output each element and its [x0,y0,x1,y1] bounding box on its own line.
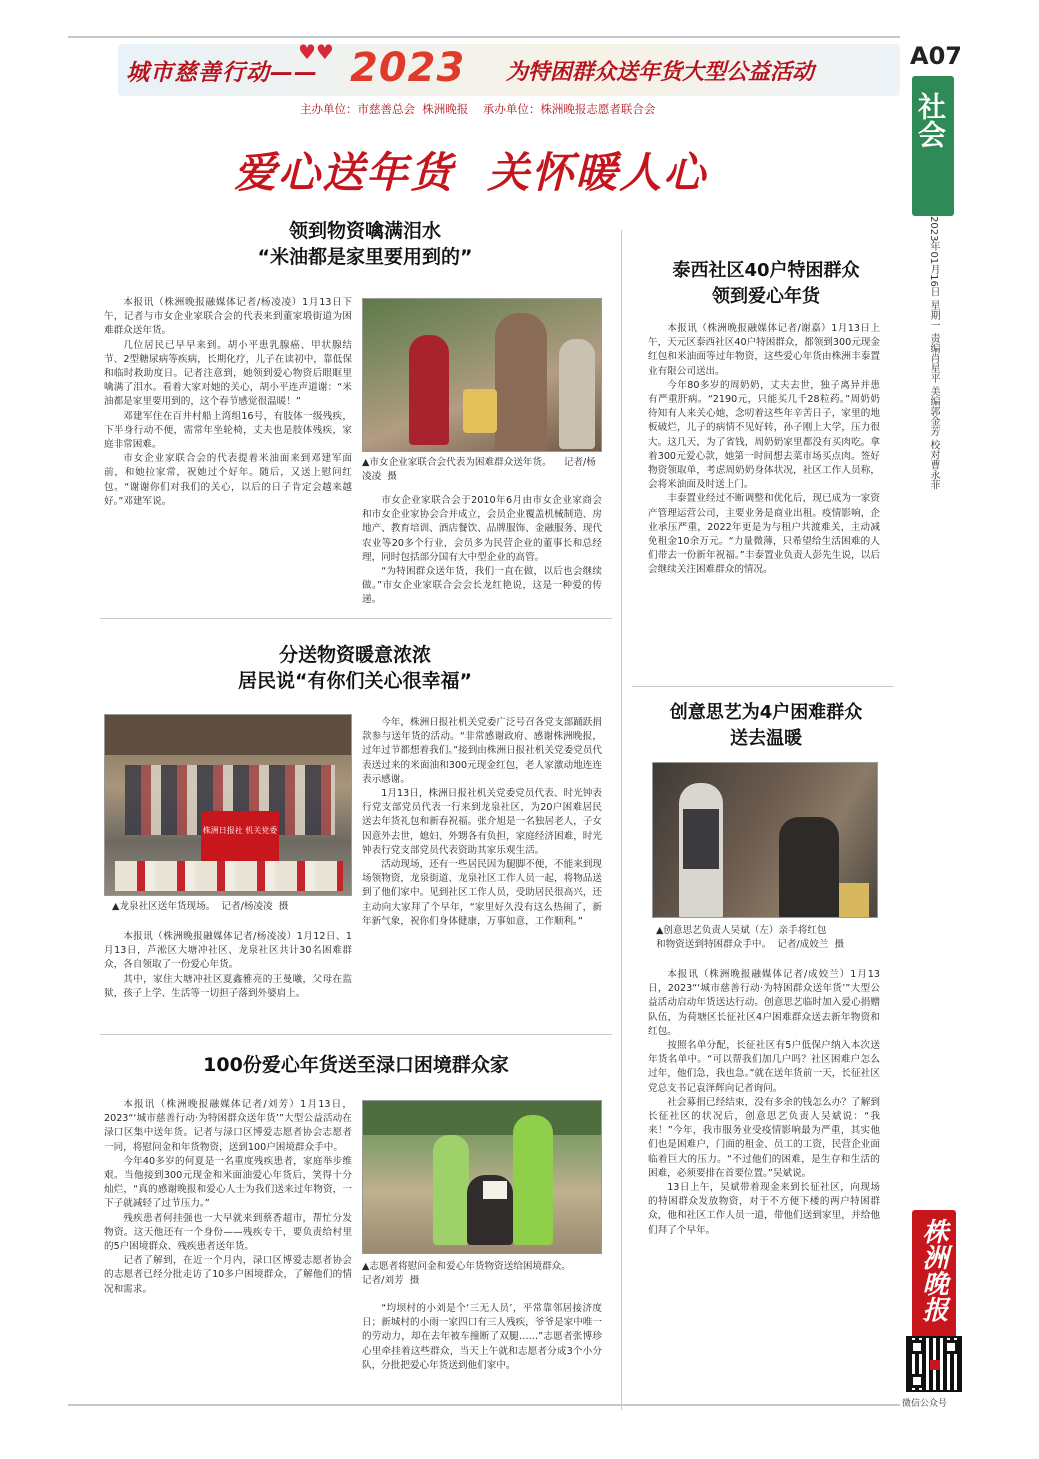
article1-photo-caption: ▲市女企业家联合会代表为困难群众送年货。 记者/杨凌凌 摄 [362,457,596,482]
article2-title-line2: 领到爱心年货 [712,286,820,307]
article3-body-a [104,930,352,1001]
section-rule [100,618,612,619]
section-rule [632,686,894,687]
qr-code-icon [906,1336,962,1392]
article1-paragraph: 邓建军住在百井村船上湾组16号，有肢体一级残疾，下半身行动不便，需常年坐轮椅，丈夫也是肢体残疾，家庭非常困难。 [104,410,352,451]
organizers-line: 主办单位：市慈善总会 株洲晚报 承办单位：株洲晚报志愿者联合会 [300,102,656,116]
qr-caption: 微信公众号 [902,1399,948,1409]
article1-title-line1: 领到物资噙满泪水 [288,220,441,242]
article1-title-line2: “米油都是家里要用到的” [257,246,473,268]
article4-title [632,700,900,752]
newspaper-logo-text: 株洲晚报 [918,1218,948,1322]
section-rule [100,1034,612,1035]
article4-photo-caption [656,924,886,952]
article5-paragraph: 记者了解到，在近一个月内，渌口区博爱志愿者协会的志愿者已经分批走访了10多户困境群众，了解他们的情况和需求。 [104,1255,352,1295]
banner-title-left: 城市慈善行动—— [126,60,318,86]
party-banner-text: 株洲日报社 机关党委 [202,826,278,835]
banner-title-right: 为特困群众送年货大型公益活动 [506,60,815,85]
article4-caption-line1: ▲创意思艺负责人吴斌（左）亲手将红包 [656,925,827,936]
article5-photo-caption: ▲志愿者将慰问金和爱心年货物资送给困境群众。 记者/刘芳 摄 [362,1261,596,1286]
article5-title: 100份爱心年货送至渌口困境群众家 [203,1054,509,1076]
page-number: A07 [910,42,962,70]
article2-paragraph: 今年80多岁的周奶奶，丈夫去世，独子离异并患有严重肝病。“2190元，只能买几千28粒药。”周奶奶待知有人来关心她，念叨着这些年辛苦日子，家里的地板破烂，儿子的病情不见好转，孙子刚上大学，压力很大。这几天，为了省钱，周奶奶家里都没有买肉吃。拿着300元爱心款，她第一时间想去菜市场买点肉。签好物资领取单，考虑周奶奶身体状况，社区工作人员称，会将米油面及时送上门。 [648,379,880,491]
party-banner [201,811,279,865]
article1-paragraph: 市女企业家联合会的代表提着米油面来到邓建军面前，和她拉家常，祝她过个好年。随后，又送上慰问红包。“谢谢你们对我们的关心，以后的日子肯定会越来越好。”邓建军说。 [104,453,352,507]
article1-paragraph: 市女企业家联合会于2010年6月由市女企业家商会和市女企业家协会合并成立，会员企业覆盖机械制造、房地产、教育培训、酒店餐饮、品牌服饰、金融服务、现代农业等20多个行业，会员多为民营企业的董事长和总经理，同时包括部分国有大中型企业的高管。 [362,495,602,563]
heart-icon: ♥♥ [298,40,334,64]
article3-paragraph: 其中，家住大塘冲社区夏鑫雅亮的王曼曦，父母在监狱，孩子上学、生活等一切担子落到外婆肩上。 [104,973,352,999]
article3-photo-caption: ▲龙泉社区送年货现场。 记者/杨凌凌 摄 [112,901,289,912]
article5-photo [362,1100,602,1254]
article1-body-b [362,494,602,608]
article1-photo [362,298,602,452]
article3-body-b [362,716,602,929]
article2-body [648,322,880,578]
article3-paragraph: 1月13日，株洲日报社机关党委党员代表、时光钟表行党支部党员代表一行来到龙泉社区，为20户困难居民送去年货礼包和新春祝福。张介旭是一名独居老人，子女因意外去世，媳妇、外甥各有负担，家庭经济困难，时光钟表行党支部党员代表资助其家乐观生活。 [362,788,602,856]
article4-caption-line2: 和物资送到特困群众手中。 记者/成姣兰 摄 [656,939,845,950]
article4-paragraph: 按照名单分配，长征社区有5户低保户纳入本次送年货名单中。“可以帮我们加几户吗？社区困难户怎么过年，他们急，我也急。”就在送年货前一天，长征社区党总支书记袁泽辉向记者询问。 [648,1040,880,1094]
article1-body-a [104,296,352,509]
newspaper-logo [912,1210,956,1344]
article3-title [120,642,590,694]
article5-paragraph: “均坝村的小刘是个‘三无人员’，平常靠邻居接济度日；新城村的小雨一家四口有三人残疾，爷爷是家中唯一的劳动力，却在去年被车撞断了双腿……”志愿者张博珍心里牵挂着这些群众，当天上午就和志愿者分成3个小分队，分批把爱心年货送到他们家中。 [362,1303,602,1371]
bottom-rule [68,1404,900,1406]
article3-photo [104,714,352,896]
article3-paragraph: 本报讯（株洲晚报融媒体记者/杨凌凌）1月12日、1月13日，芦淞区大塘冲社区、龙泉社区共计30名困难群众，各自领取了一份爱心年货。 [104,931,352,971]
article5-paragraph: 本报讯（株洲晚报融媒体记者/刘芳）1月13日，2023“‘城市慈善行动·为特困群众送年货’”大型公益活动在渌口区集中送年货。记者与渌口区博爱志愿者协会志愿者一同，将慰问金和年货物资，送到100户困境群众手中。 [104,1099,352,1153]
article1-paragraph: 几位居民已早早来到。胡小平患乳腺癌、甲状腺结节、2型糖尿病等疾病，长期化疗，儿子在读初中，靠低保和临时救助度日。记者注意到，她领到爱心物资后眼眶里噙满了泪水。看着大家对她的关心，胡小平连声道谢：“米油都是家里要用到的，这个春节感觉很温暖！” [104,339,352,408]
article2-title-line1: 泰西社区40户特困群众 [672,260,860,281]
event-banner [118,40,900,96]
article1-paragraph: “为特困群众送年货，我们一直在做，以后也会继续做。”市女企业家联合会会长龙红艳说，这是一种爱的传递。 [362,566,602,606]
article4-paragraph: 社会募捐已经结束，没有多余的钱怎么办？了解到长征社区的状况后，创意思艺负责人吴斌说：“我来！”今年，我市服务业受疫情影响最为严重，其实他们也是困难户，门面的租金、员工的工资，民营企业面临着巨大的压力。“不过他们的困难，是生存和生活的困难，必须要排在首要位置。”吴斌说。 [648,1096,880,1179]
article2-title [632,258,900,310]
issue-info: 2023年01月16日 星期一 责编肖星平 美编郭金芳 校对曹永菲 [928,216,939,490]
article3-paragraph: 今年，株洲日报社机关党委广泛号召各党支部踊跃捐款参与送年货的活动。“非常感谢政府、感谢株洲晚报，过年过节都想着我们。”接到由株洲日报社机关党委党员代表送过来的米面油和300元现金红包，老人家激动地连连表示感谢。 [362,717,603,785]
column-divider [621,230,622,1410]
article3-paragraph: 活动现场，还有一些居民因为腿脚不便，不能来到现场领物资，龙泉街道、龙泉社区工作人员一起，将物品送到了他们家中。见到社区工作人员，受助居民很高兴，还主动向大家拜了个早年，“家里好久没有这么热闹了，新年新气象，祝你们身体健康，万事如意，工作顺利。” [362,859,602,927]
article4-title-line1: 创意思艺为4户困难群众 [669,702,863,723]
article3-title-line1: 分送物资暖意浓浓 [278,644,431,666]
article2-paragraph: 本报讯（株洲晚报融媒体记者/谢嘉）1月13日上午，天元区泰西社区40户特困群众，都领到300元现金红包和米油面等过年物资，这些爱心年货由株洲丰泰置业有限公司送出。 [648,323,880,377]
main-headline: 爱心送年货 关怀暖人心 [234,148,708,197]
article1-title [140,218,590,270]
article4-body [648,968,880,1238]
top-rule [68,36,900,38]
banner-year: 2023 [350,45,466,91]
article5-paragraph: 今年40多岁的何夏是一名重度残疾患者，家庭举步维艰。当他接到300元现金和米面油爱心年货后，笑得十分灿烂，“真的感谢晚报和爱心人士为我们送来过年物资，一下子就减轻了过节压力。” [104,1155,352,1210]
article4-photo [652,762,878,918]
article1-paragraph: 本报讯（株洲晚报融媒体记者/杨凌凌）1月13日下午，记者与市女企业家联合会的代表来到董家塅街道为困难群众送年货。 [104,297,352,337]
section-tab [912,76,954,216]
article4-paragraph: 本报讯（株洲晚报融媒体记者/成姣兰）1月13日，2023“‘城市慈善行动·为特困群众送年货’”大型公益活动启动年货送达行动。创意思艺临时加入爱心捐赠队伍，为荷塘区长征社区4户困难群众送去新年物资和红包。 [648,969,880,1037]
article5-paragraph: 残疾患者何挂强也一大早就来到蔡香超市，帮忙分发物资。这天他还有一个身份——残疾专干，要负责给村里的5户困境群众、残疾患者送年货。 [104,1212,352,1253]
article5-body-b [362,1302,602,1373]
article2-paragraph: 丰泰置业经过不断调整和优化后，现已成为一家资产管理运营公司，主要业务是商业出租。疫情影响，企业承压严重，2022年更是为与租户共渡难关，主动减免租金10余万元。“力量微薄，只希望给生活困难的人们带去一份新年祝福。”丰泰置业负责人彭先生说，以后会继续关注困难群众的情况。 [648,493,880,576]
article4-paragraph: 13日上午，吴斌带着现金来到长征社区，向现场的特困群众发放物资，对于不方便下楼的两户特困群众，他和社区工作人员一道，带他们送到家里，并给他们拜了个早年。 [648,1182,880,1236]
article3-title-line2: 居民说“有你们关心很幸福” [238,670,472,692]
article4-title-line2: 送去温暖 [730,728,802,749]
section-label: 社会 [914,92,947,148]
article5-body-a [104,1098,352,1297]
